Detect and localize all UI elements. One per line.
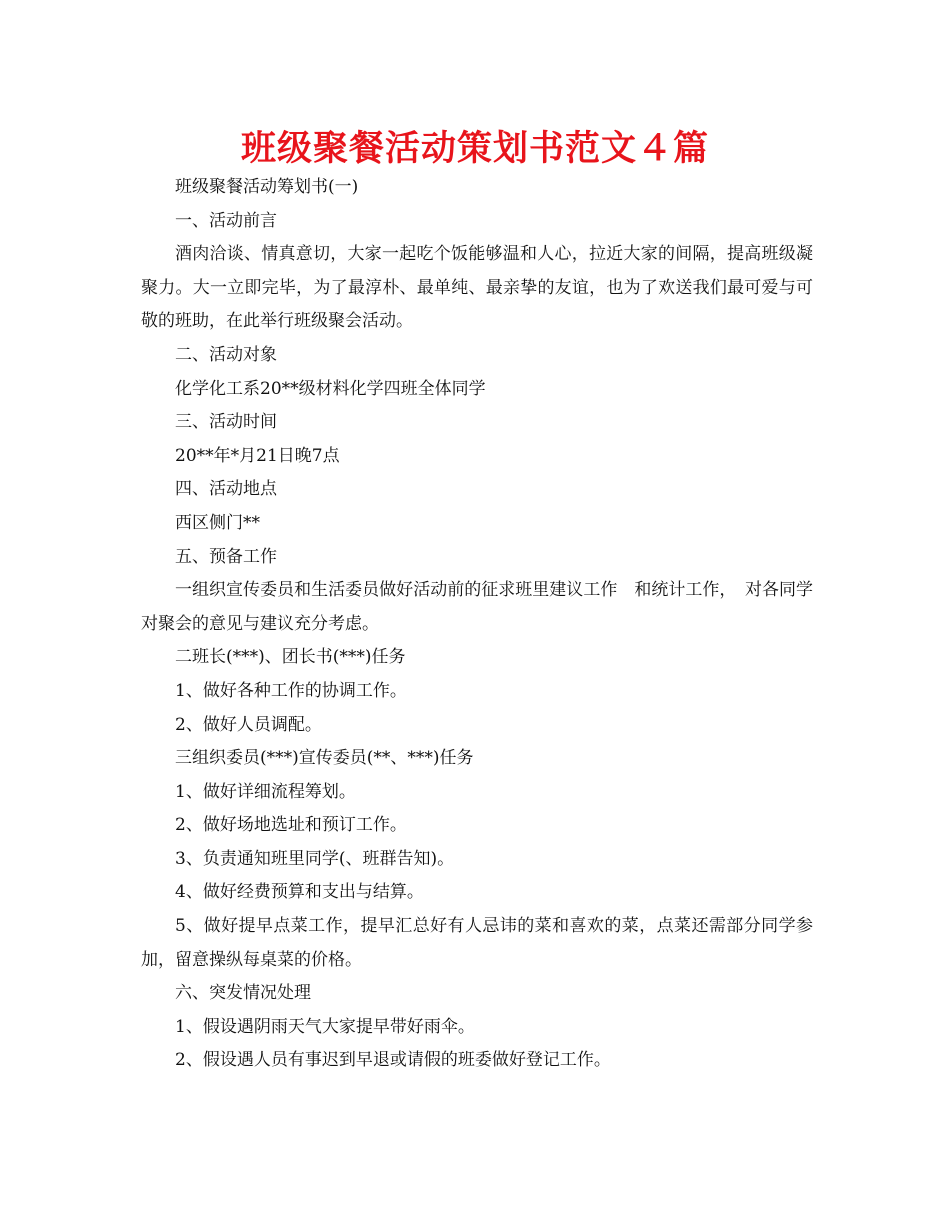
document-body bbox=[141, 171, 813, 1078]
section-heading: 二、活动对象 bbox=[175, 344, 277, 365]
list-item: 4、做好经费预算和支出与结算。 bbox=[175, 882, 424, 903]
section-heading: 六、突发情况处理 bbox=[175, 983, 311, 1004]
list-item: 2、做好场地选址和预订工作。 bbox=[175, 815, 407, 836]
list-item: 5、做好提早点菜工作，提早汇总好有人忌讳的菜和喜欢的菜，点菜还需部分同学参加，留意操纵每桌菜的价格。 bbox=[141, 916, 813, 970]
list-item: 2、假设遇人员有事迟到早退或请假的班委做好登记工作。 bbox=[175, 1050, 611, 1071]
document-title: 班级聚餐活动策划书范文４篇 bbox=[240, 129, 709, 169]
section-heading: 三、活动时间 bbox=[175, 412, 277, 433]
subsection-heading: 三组织委员(***)宣传委员(**、***)任务 bbox=[175, 748, 474, 769]
list-item: 2、做好人员调配。 bbox=[175, 714, 322, 735]
list-item: 3、负责通知班里同学(、班群告知)。 bbox=[175, 848, 455, 869]
section-heading: 一、活动前言 bbox=[175, 210, 277, 231]
section-heading: 四、活动地点 bbox=[175, 479, 277, 500]
paragraph: 西区侧门** bbox=[175, 512, 260, 533]
section-heading: 五、预备工作 bbox=[175, 546, 277, 567]
list-item: 1、假设遇阴雨天气大家提早带好雨伞。 bbox=[175, 1016, 475, 1037]
paragraph: 一组织宣传委员和生活委员做好活动前的征求班里建议工作 和统计工作， 对各同学对聚会的意见与建议充分考虑。 bbox=[141, 580, 813, 634]
paragraph-plan-heading: 班级聚餐活动筹划书(一) bbox=[175, 177, 359, 197]
subsection-heading: 二班长(***)、团长书(***)任务 bbox=[175, 647, 406, 668]
paragraph: 化学化工系20**级材料化学四班全体同学 bbox=[175, 378, 486, 399]
list-item: 1、做好各种工作的协调工作。 bbox=[175, 680, 407, 701]
paragraph: 酒肉洽谈、情真意切，大家一起吃个饭能够温和人心，拉近大家的间隔，提高班级凝聚力。大一立即完毕，为了最淳朴、最单纯、最亲挚的友谊，也为了欢送我们最可爱与可敬的班助，在此举行班级聚会活动。 bbox=[141, 244, 813, 332]
list-item: 1、做好详细流程筹划。 bbox=[175, 781, 356, 802]
paragraph: 20**年*月21日晚7点 bbox=[175, 445, 340, 466]
